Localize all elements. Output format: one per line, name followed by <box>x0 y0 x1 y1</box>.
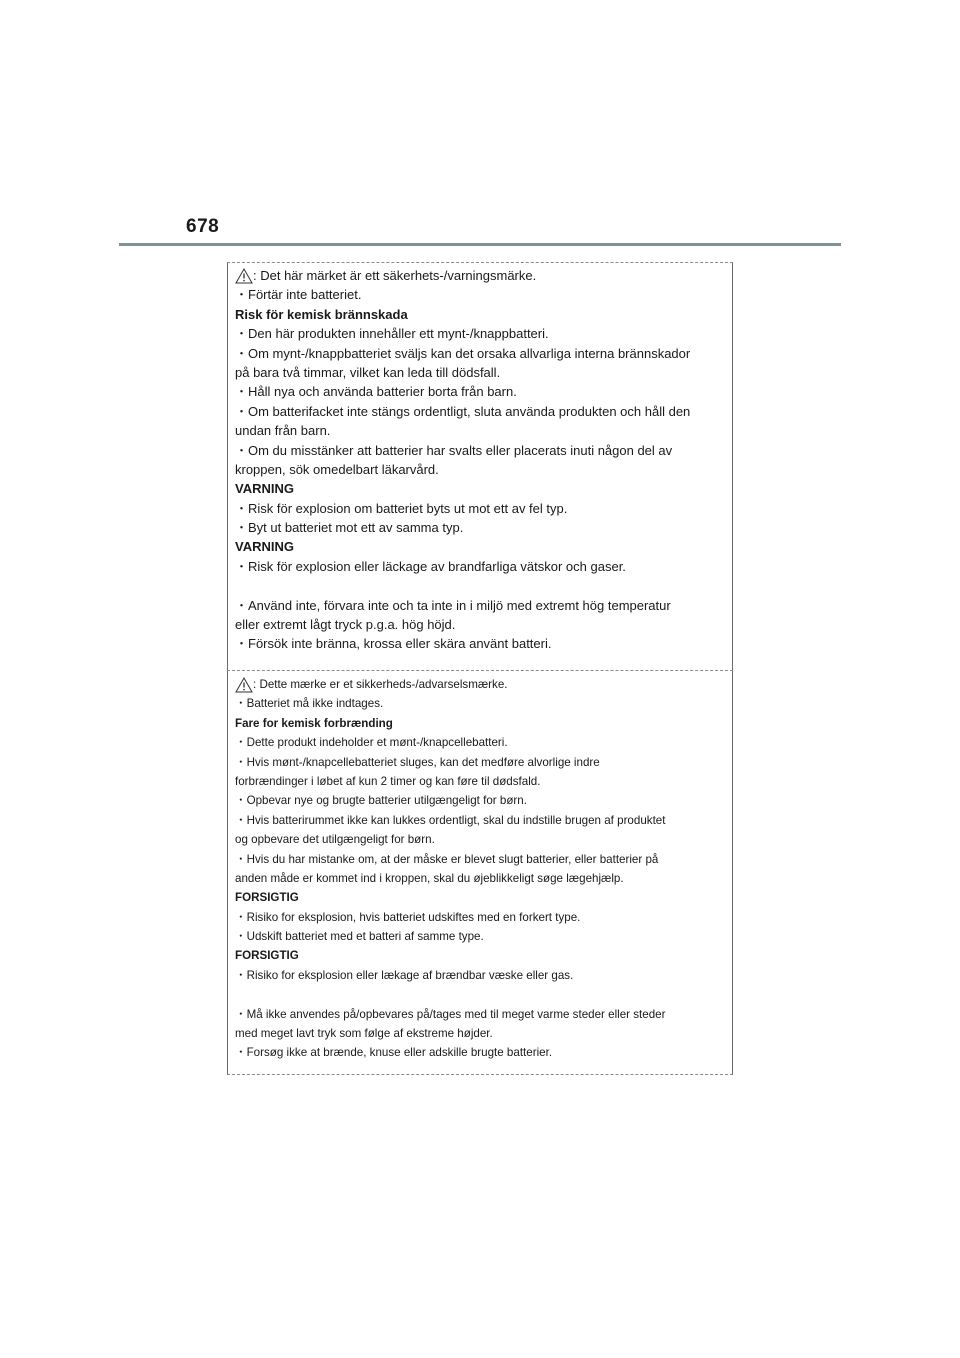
da-heading-caution: FORSIGTIG <box>235 891 299 905</box>
da-line: ・Dette produkt indeholder et mønt-/knapcellebatteri. <box>235 736 508 750</box>
sv-heading-warning: VARNING <box>235 481 294 497</box>
danish-warning-note <box>235 675 725 694</box>
sv-line: ・Förtär inte batteriet. <box>235 287 362 303</box>
swedish-warning-note-text: : Det här märket är ett säkerhets-/varningsmärke. <box>253 268 537 283</box>
da-line: ・Hvis mønt-/knapcellebatteriet sluges, kan det medføre alvorlige indre <box>235 755 600 769</box>
sv-line: ・Den här produkten innehåller ett mynt-/knappbatteri. <box>235 326 549 342</box>
sv-line: ・Om batterifacket inte stängs ordentligt, sluta använda produkten och håll den <box>235 403 691 419</box>
da-line: ・Opbevar nye og brugte batterier utilgængeligt for børn. <box>235 794 527 808</box>
da-line: ・Risiko for eksplosion, hvis batteriet udskiftes med en forkert type. <box>235 910 581 924</box>
da-line: ・Må ikke anvendes på/opbevares på/tages med til meget varme steder eller steder <box>235 1007 666 1021</box>
da-line: med meget lavt tryk som følge af ekstreme højder. <box>235 1027 493 1041</box>
sv-line: undan från barn. <box>235 423 331 439</box>
sv-line: ・Risk för explosion om batteriet byts ut mot ett av fel typ. <box>235 500 568 516</box>
sv-line: ・Byt ut batteriet mot ett av samma typ. <box>235 520 464 536</box>
sv-line: eller extremt lågt tryck p.g.a. hög höjd. <box>235 617 456 633</box>
sv-line: ・Risk för explosion eller läckage av brandfarliga vätskor och gaser. <box>235 558 626 574</box>
warning-triangle-icon <box>235 677 253 693</box>
sv-line: kroppen, sök omedelbart läkarvård. <box>235 461 439 477</box>
da-line: ・Forsøg ikke at brænde, knuse eller adskille brugte batterier. <box>235 1046 553 1060</box>
sv-line: ・Om du misstänker att batterier har svalts eller placerats inuti någon del av <box>235 442 673 458</box>
da-blank-line <box>235 985 725 1004</box>
da-line: ・Hvis du har mistanke om, at der måske er blevet slugt batterier, eller batterier på <box>235 852 659 866</box>
sv-line: ・Om mynt-/knappbatteriet sväljs kan det orsaka allvarliga interna brännskador <box>235 345 691 361</box>
sv-line: ・Försök inte bränna, krossa eller skära använt batteri. <box>235 636 552 652</box>
page-number: 678 <box>186 216 220 237</box>
warning-triangle-icon <box>235 268 253 284</box>
sv-line: ・Håll nya och använda batterier borta från barn. <box>235 384 517 400</box>
da-line: ・Udskift batteriet med et batteri af samme type. <box>235 930 484 944</box>
sv-line: på bara två timmar, vilket kan leda till dödsfall. <box>235 364 501 380</box>
da-line: forbrændinger i løbet af kun 2 timer og kan føre til dødsfald. <box>235 774 541 788</box>
danish-warning-note-text: : Dette mærke er et sikkerheds-/advarselsmærke. <box>253 678 508 691</box>
danish-section <box>235 675 725 1063</box>
section-divider <box>227 670 733 671</box>
header-rule <box>119 243 841 246</box>
sv-heading-warning: VARNING <box>235 539 294 555</box>
sv-heading-chemical-burn: Risk för kemisk brännskada <box>235 306 408 322</box>
swedish-warning-note <box>235 266 725 285</box>
da-line: ・Risiko for eksplosion eller lækage af brændbar væske eller gas. <box>235 968 574 982</box>
da-heading-chemical-burn: Fare for kemisk forbrænding <box>235 716 393 730</box>
da-line: anden måde er kommet ind i kroppen, skal du øjeblikkeligt søge lægehjælp. <box>235 871 624 885</box>
sv-blank-line <box>235 576 725 595</box>
swedish-section <box>235 266 725 654</box>
sv-line: ・Använd inte, förvara inte och ta inte in i miljö med extremt hög temperatur <box>235 597 671 613</box>
da-line: ・Hvis batterirummet ikke kan lukkes ordentligt, skal du indstille brugen af produktet <box>235 813 666 827</box>
da-line: og opbevare det utilgængeligt for børn. <box>235 833 435 847</box>
da-line: ・Batteriet må ikke indtages. <box>235 697 384 711</box>
da-heading-caution: FORSIGTIG <box>235 949 299 963</box>
